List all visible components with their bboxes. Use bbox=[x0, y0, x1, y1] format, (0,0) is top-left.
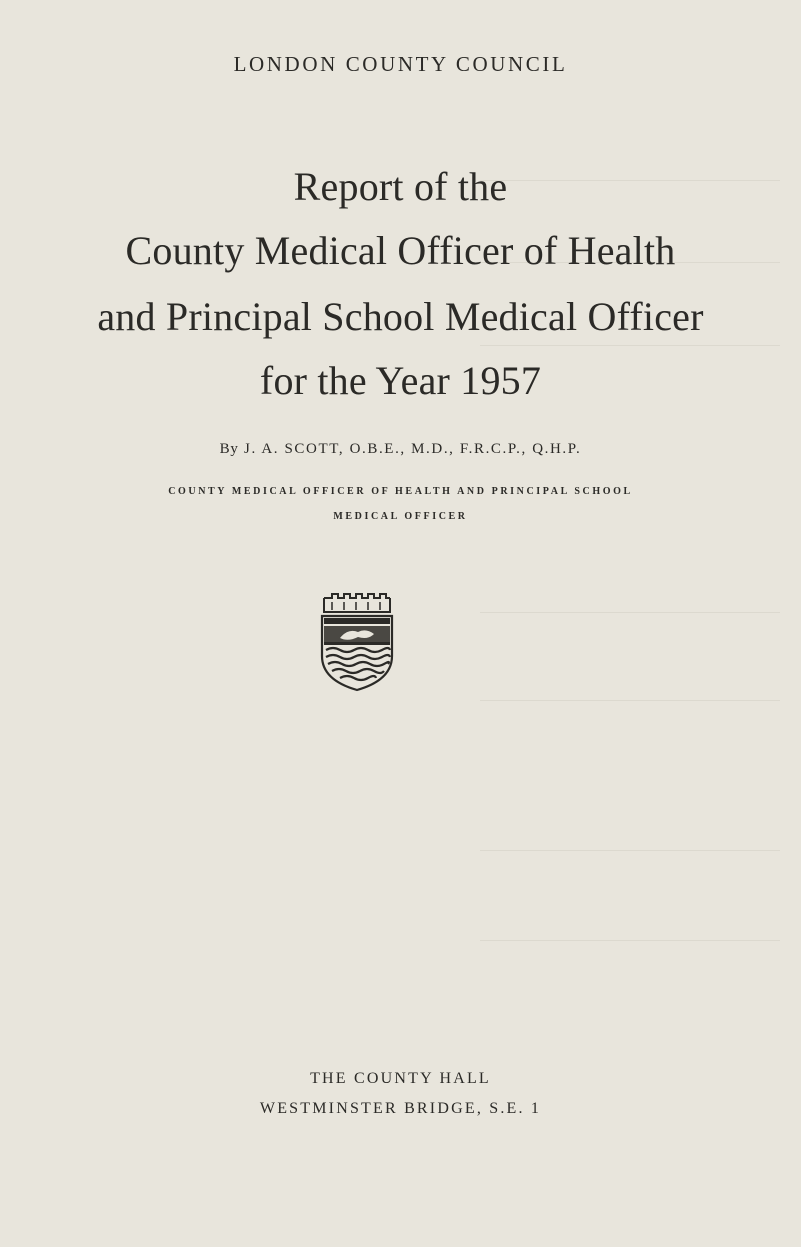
author-name: J. A. SCOTT, O.B.E., M.D., F.R.C.P., Q.H.P. bbox=[244, 441, 582, 457]
address-line-2: WESTMINSTER BRIDGE, S.E. 1 bbox=[259, 1100, 542, 1117]
author-by: By bbox=[219, 441, 239, 457]
author-role-line-1: COUNTY MEDICAL OFFICER OF HEALTH AND PRINCIPAL SCHOOL bbox=[168, 486, 633, 497]
show-through-mark bbox=[480, 940, 780, 941]
show-through-mark bbox=[480, 180, 780, 181]
show-through-mark bbox=[480, 262, 780, 263]
show-through-mark bbox=[480, 345, 780, 346]
report-title-line-2: County Medical Officer of Health bbox=[125, 228, 676, 273]
report-title-line-3: and Principal School Medical Officer bbox=[97, 294, 704, 339]
report-title-line-4: for the Year 1957 bbox=[259, 358, 542, 403]
author-role-line-2: MEDICAL OFFICER bbox=[333, 511, 468, 522]
show-through-mark bbox=[480, 612, 780, 613]
report-title-line-1: Report of the bbox=[293, 164, 508, 209]
coat-of-arms-icon bbox=[318, 590, 396, 692]
show-through-mark bbox=[480, 850, 780, 851]
council-heading: LONDON COUNTY COUNCIL bbox=[233, 52, 568, 76]
address-line-1: THE COUNTY HALL bbox=[310, 1070, 491, 1087]
show-through-mark bbox=[480, 700, 780, 701]
author-line bbox=[0, 441, 801, 458]
